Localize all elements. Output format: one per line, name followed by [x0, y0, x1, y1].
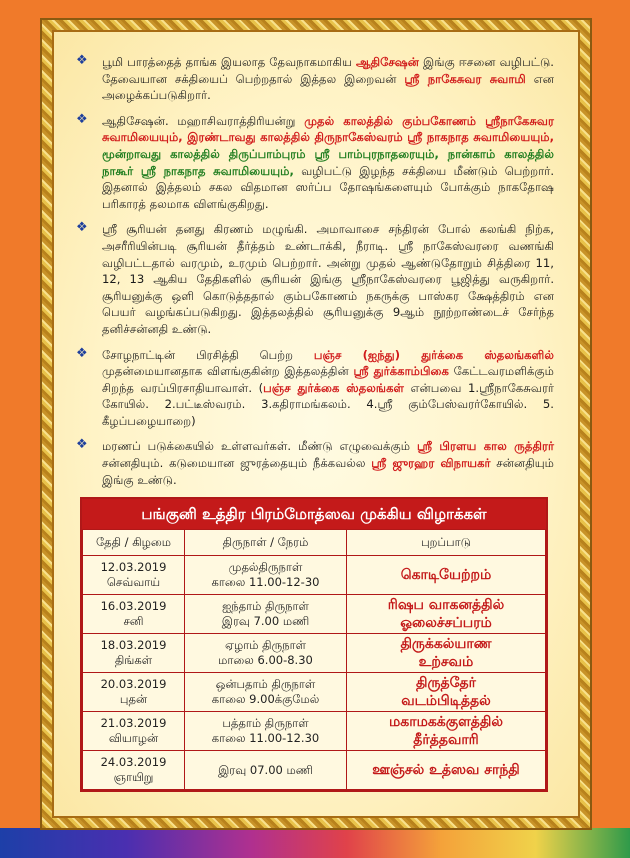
paragraph: [74, 347, 554, 430]
event-line: ரிஷப வாகனத்தில்: [387, 597, 505, 614]
event-line: வடம்பிடித்தல்: [401, 693, 491, 710]
time: மாலை 6.00-8.30: [218, 653, 313, 668]
event-cell: [347, 712, 546, 751]
date-cell: [83, 673, 185, 712]
para-segment: கேட்டவரமளிக்கும் சிறந்த வரப்பிரசாதியாவாள். (: [102, 364, 554, 395]
para-segment: முதன்மையானதாக விளங்குகின்ற இத்தலத்தின்: [102, 364, 354, 379]
table-row: [83, 712, 546, 751]
time-cell: [185, 673, 347, 712]
date: 16.03.2019: [100, 599, 167, 614]
time-cell: [185, 556, 347, 595]
time: இரவு 7.00 மணி: [221, 614, 310, 629]
para-segment: ஆதிசேஷன்: [355, 55, 419, 69]
date-cell: [83, 595, 185, 634]
diamond-bullet-icon: ❖: [76, 437, 88, 453]
event-cell: [347, 673, 546, 712]
para-segment: ஸ்ரீ நாகேசுவர சுவாமி: [404, 71, 526, 86]
date: 18.03.2019: [100, 638, 167, 653]
para-segment: ஸ்ரீ சூரியன் தனது கிரணம் மழுங்கி. அமாவாசை சந்திரன் போல் கலங்கி நிற்க, அசரீரியின்படி சூரியன் தீர்த்தம் உண்டாக்கி, நீராடி. ஸ்ரீ நாகேஸ்வரரை வணங்கி வழிபட்டதால் வரமும், உரமும் பெற்றார். அன்று முதல் ஆண்டுதோறும் சித்திரை 11, 12, 13 ஆகிய தேதிகளில் சூரியன் இங்கு ஸ்ரீநாகேஸ்வரரை பூஜித்து வருகிறார். சூரியனுக்கு ஒளி கொடுத்ததால் கும்பகோணம் நகருக்கு பாஸ்கர க்ஷேத்திரம் என பெயர் வழங்கப்படுகிறது. இத்தலத்தில் சூரியனுக்கு 9ஆம் நூற்றாண்டைச் சேர்ந்த தனிச்சன்னதி உண்டு.: [102, 222, 554, 336]
date: 24.03.2019: [100, 755, 167, 770]
paragraph: [74, 113, 554, 213]
festival-day: ஐந்தாம் திருநாள்: [222, 599, 309, 614]
event-line: ஓலைச்சப்பரம்: [400, 615, 492, 632]
paragraph: [74, 221, 554, 337]
time: இரவு 07.00 மணி: [218, 762, 313, 777]
para-segment: பூமி பாரத்தைத் தாங்க இயலாத தேவநாகமாகிய: [102, 55, 356, 69]
time: காலை 11.00-12.30: [211, 731, 320, 746]
para-segment: முதல் காலத்தில் கும்பகோணம் ஸ்ரீநாகேசுவர சுவாமியையும், இரண்டாவது காலத்தில் திருநாகேஸ்வரம் ஸ்ரீ நாகநாத சுவாமியையும்,: [102, 113, 554, 145]
festival-table: [82, 529, 546, 790]
time: காலை 9.00க்குமேல்: [211, 692, 320, 707]
event-line: கொடியேற்றம்: [400, 567, 492, 584]
table-row: [83, 595, 546, 634]
para-segment: இங்கு ஈசனை வழிபட்டு. தேவையான சக்தியைப் பெற்றதால் இத்தல இறைவன்: [102, 55, 554, 86]
table-row: [83, 634, 546, 673]
para-segment: ஸ்ரீ ஜுரஹர விநாயகர்: [371, 456, 491, 471]
bottom-color-band: [0, 828, 630, 858]
content-panel: [52, 30, 580, 818]
header-date-day: தேதி / கிழமை: [83, 530, 185, 556]
ornate-gold-frame: [40, 18, 592, 830]
event-cell: [347, 556, 546, 595]
date: 20.03.2019: [100, 677, 167, 692]
paragraph: [74, 54, 554, 104]
header-procession: புறப்பாடு: [347, 530, 546, 556]
para-segment: வழிபட்டு இழந்த சக்தியை மீண்டும் பெற்றார். இதனால் இத்தலம் சகல விதமான ஸர்ப்ப தோஷங்களையும் போக்கும் நாகதோஷ பரிகாரத் தலமாக விளங்குகிறது.: [102, 163, 555, 211]
time-cell: [185, 634, 347, 673]
date-cell: [83, 712, 185, 751]
day: புதன்: [119, 692, 148, 707]
day: வியாழன்: [108, 731, 159, 746]
table-row: [83, 673, 546, 712]
diamond-bullet-icon: ❖: [76, 345, 88, 361]
festival-title: பங்குனி உத்திர பிரம்மோத்ஸவ முக்கிய விழாக்கள்: [82, 499, 546, 529]
para-segment: என்பவை 1.ஸ்ரீநாகேசுவரர் கோயில். 2.பட்டீஸ்வரம். 3.கதிராமங்கலம். 4.ஸ்ரீ கும்பேஸ்வரர்கோயில். 5. கீழப்பழையாறை): [102, 380, 554, 428]
day: சனி: [123, 614, 144, 629]
para-segment: ஸ்ரீ பிரளய கால ருத்திரர்: [417, 439, 554, 454]
diamond-bullet-icon: ❖: [76, 111, 88, 127]
time-cell: [185, 712, 347, 751]
event-line: ஊஞ்சல் உத்ஸவ சாந்தி: [372, 762, 520, 779]
time-cell: [185, 751, 347, 790]
header-fest-time: திருநாள் / நேரம்: [185, 530, 347, 556]
event-line: மகாமகக்குளத்தில்: [389, 714, 503, 731]
diamond-bullet-icon: ❖: [76, 220, 88, 236]
paragraph: [74, 438, 554, 488]
para-segment: ஆதிசேஷன். மஹாசிவராத்திரியன்று: [102, 113, 305, 128]
diamond-bullet-icon: ❖: [76, 53, 88, 68]
para-segment: ஸ்ரீ துர்க்காம்பிகை: [353, 364, 449, 379]
festival-day: ஒன்பதாம் திருநாள்: [215, 677, 316, 692]
para-segment: என அழைக்கப்படுகிறார்.: [102, 71, 554, 103]
event-line: தீர்த்தவாரி: [413, 732, 479, 749]
festival-schedule: [80, 497, 548, 792]
date: 12.03.2019: [100, 560, 167, 575]
event-line: திருத்தேர்: [416, 675, 476, 692]
description-section: [74, 54, 554, 488]
event-cell: [347, 595, 546, 634]
para-segment: பஞ்ச (ஐந்து) துர்க்கை ஸ்தலங்களில்: [313, 347, 554, 362]
time: காலை 11.00-12-30: [211, 575, 320, 590]
time-cell: [185, 595, 347, 634]
para-segment: மரணப் படுக்கையில் உள்ளவர்கள். மீண்டு எழுவைக்கும்: [102, 439, 418, 454]
para-segment: சன்னதியும் இங்கு உண்டு.: [102, 456, 554, 487]
para-segment: சோழநாட்டின் பிரசித்தி பெற்ற: [102, 347, 314, 362]
day: செவ்வாய்: [106, 575, 161, 590]
table-row: [83, 556, 546, 595]
event-cell: [347, 634, 546, 673]
para-segment: சன்னதியும். கடுமையான ஜுரத்தையும் நீக்கவல்ல: [102, 456, 372, 471]
date-cell: [83, 634, 185, 673]
para-segment: மூன்றாவது காலத்தில் திருப்பாம்புரம் ஸ்ரீ பாம்புரநாதரையும், நான்காம் காலத்தில் நாகூர் ஸ்ரீ நாகநாத சுவாமியையும்,: [102, 146, 554, 178]
table-header-row: [83, 530, 546, 556]
festival-day: ஏழாம் திருநாள்: [225, 638, 306, 653]
table-row: [83, 751, 546, 790]
para-segment: பஞ்ச துர்க்கை ஸ்தலங்கள்: [263, 380, 404, 395]
festival-day: முதல்திருநாள்: [228, 560, 303, 575]
event-line: திருக்கல்யாண: [400, 636, 492, 653]
date-cell: [83, 556, 185, 595]
date-cell: [83, 751, 185, 790]
day: ஞாயிறு: [113, 770, 154, 785]
date: 21.03.2019: [100, 716, 167, 731]
festival-day: பத்தாம் திருநாள்: [222, 716, 309, 731]
event-line: உற்சவம்: [418, 654, 474, 671]
day: திங்கள்: [114, 653, 153, 668]
event-cell: [347, 751, 546, 790]
